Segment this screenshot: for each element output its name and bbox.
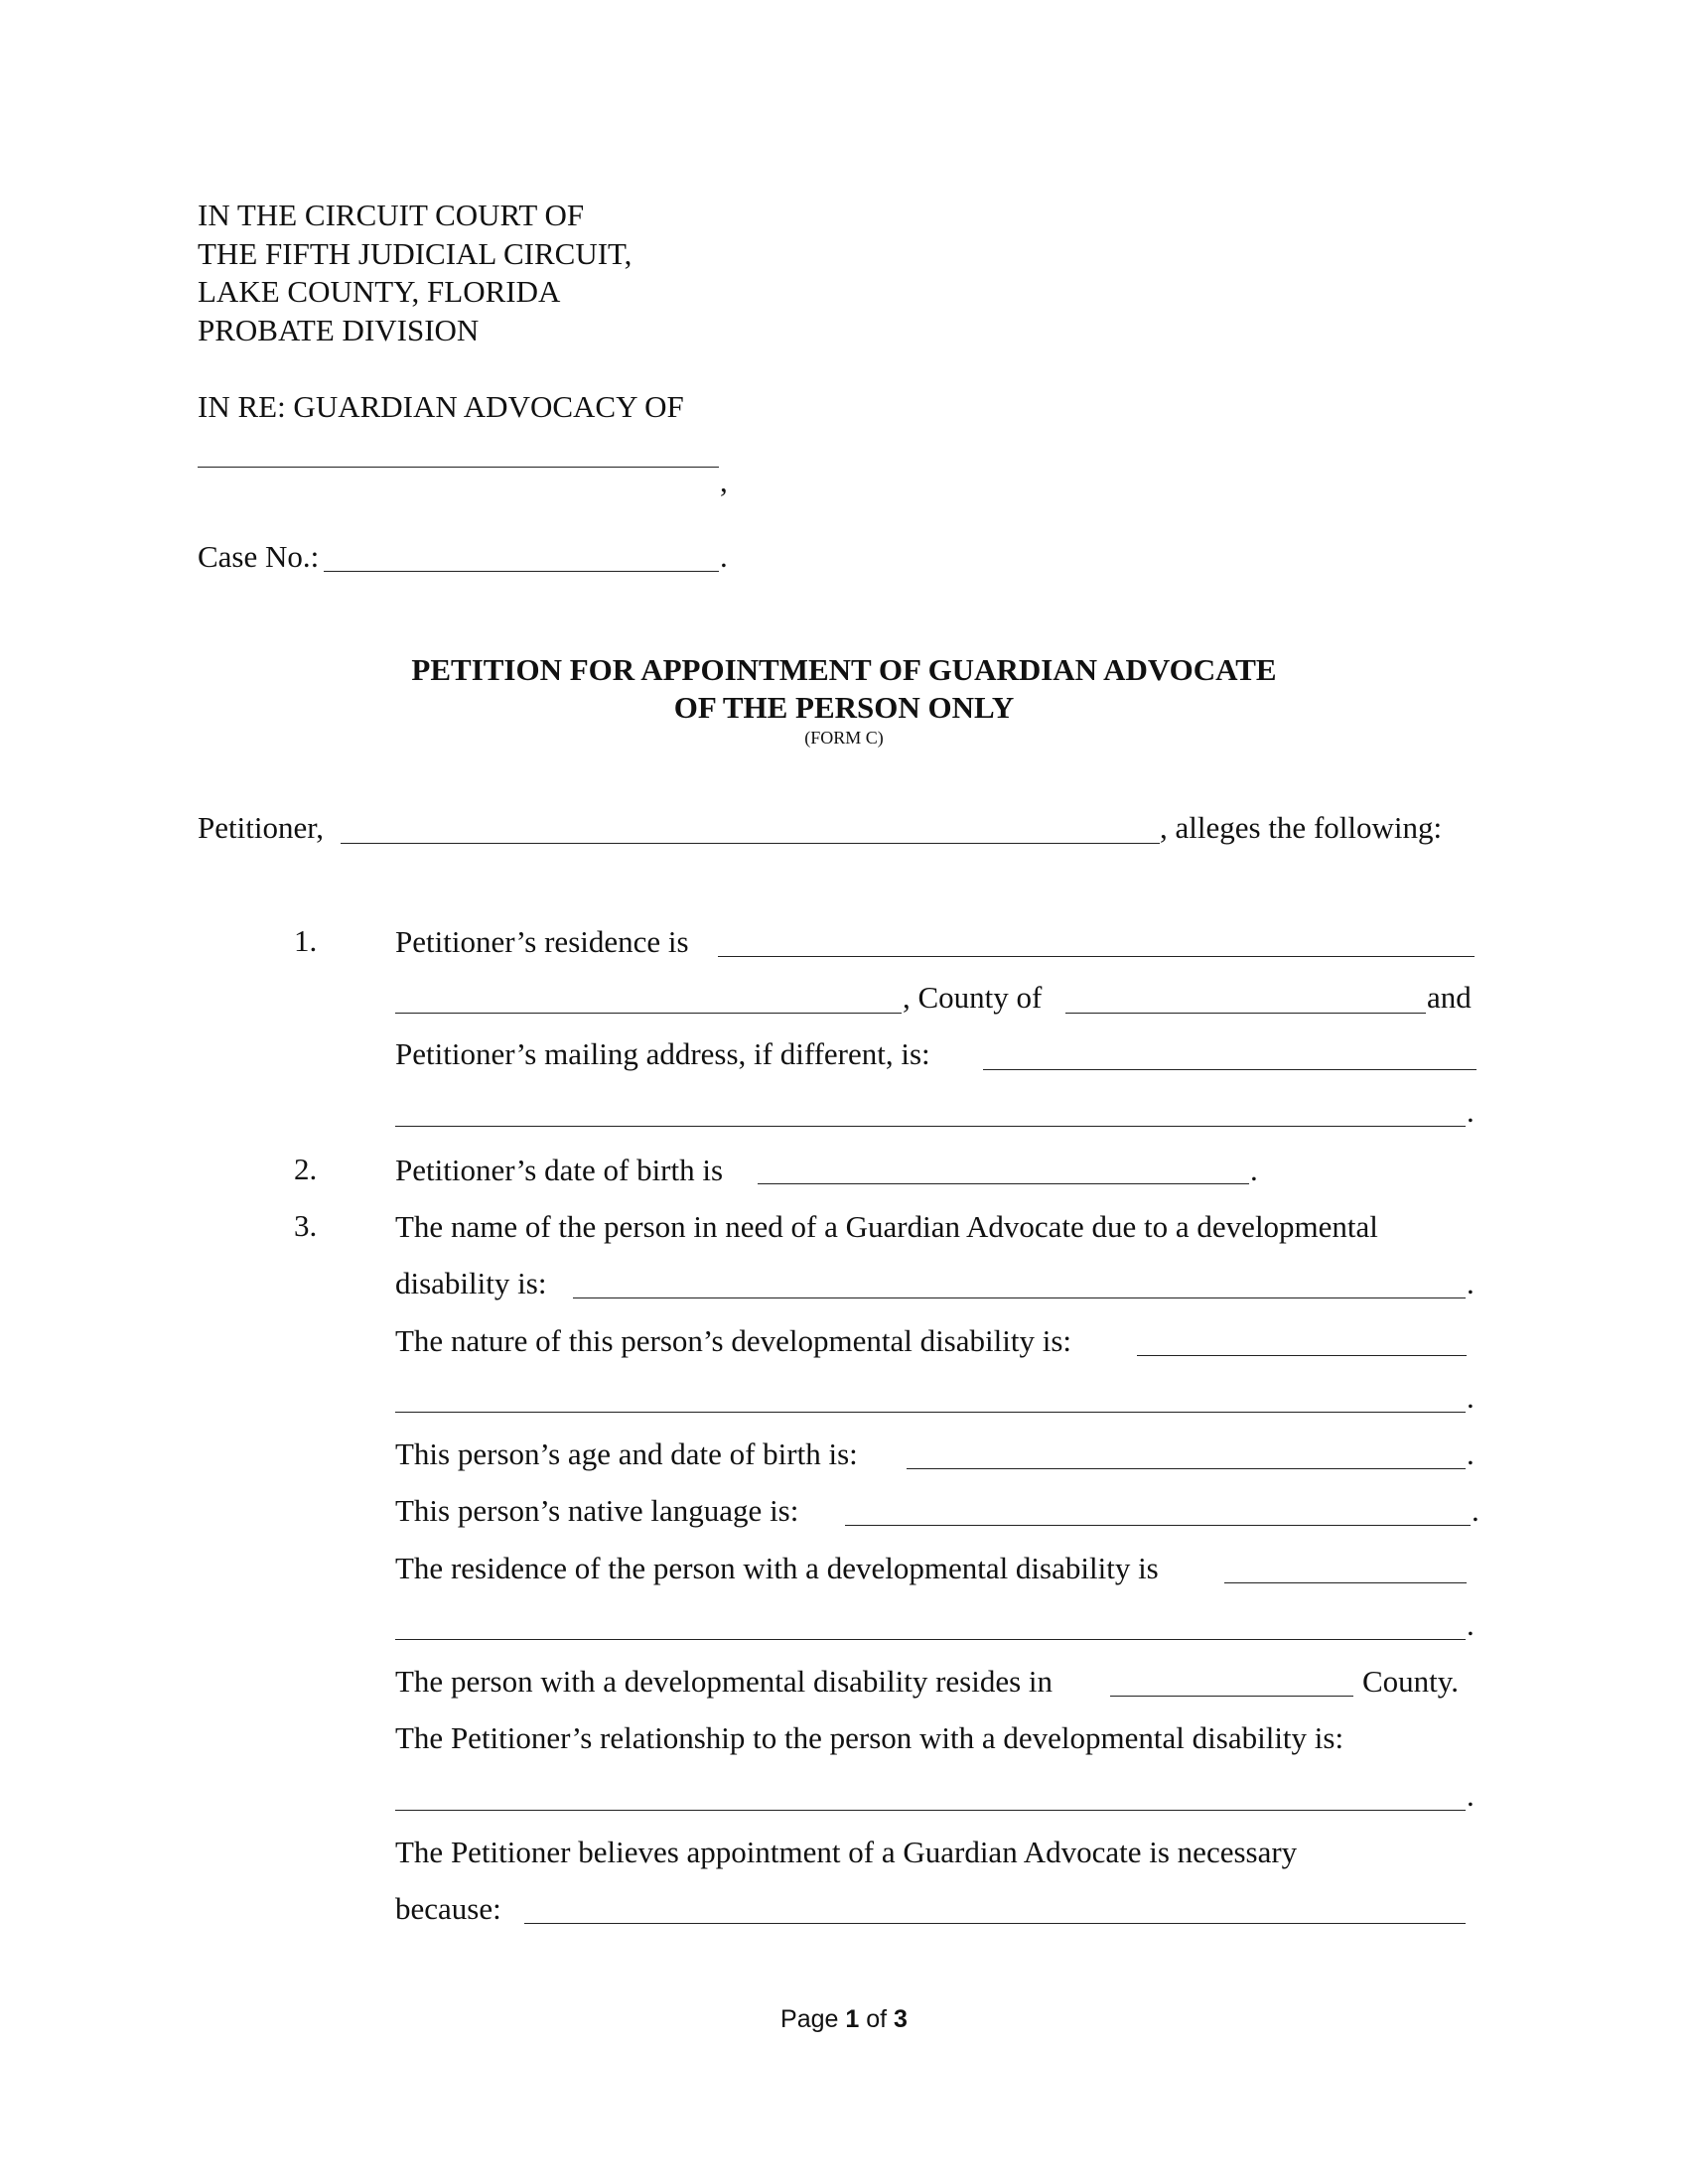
person-name-label-1: The name of the person in need of a Guardian Advocate due to a developmental <box>395 1209 1378 1244</box>
nature-label: The nature of this person’s developmental disability is: <box>395 1323 1072 1358</box>
relationship-field[interactable] <box>395 1810 1466 1811</box>
mailing-address-field-2[interactable] <box>395 1126 1466 1127</box>
relationship-label: The Petitioner’s relationship to the person with a developmental disability is: <box>395 1720 1344 1755</box>
person-residence-label: The residence of the person with a developmental disability is <box>395 1551 1159 1585</box>
person-residence-field[interactable] <box>1224 1582 1467 1583</box>
court-line-3: LAKE COUNTY, FLORIDA <box>198 274 561 309</box>
petitioner-name-field[interactable] <box>341 843 1160 844</box>
item-number-1: 1. <box>294 923 318 958</box>
county-word: County. <box>1362 1664 1460 1699</box>
of-word: of <box>866 2005 888 2033</box>
resides-county-field[interactable] <box>1110 1696 1353 1697</box>
residence-field[interactable] <box>718 956 1475 957</box>
resides-in-label: The person with a developmental disability resides in <box>395 1664 1054 1699</box>
court-line-4: PROBATE DIVISION <box>198 312 480 347</box>
because-field[interactable] <box>524 1923 1466 1924</box>
item-number-2: 2. <box>294 1152 318 1186</box>
court-line-2: THE FIFTH JUDICIAL CIRCUIT, <box>198 235 633 271</box>
residence-city-field[interactable] <box>395 1013 902 1014</box>
court-line-1: IN THE CIRCUIT COURT OF <box>198 198 585 232</box>
page-number: 1 <box>845 2005 860 2033</box>
nature-period: . <box>1467 1380 1475 1415</box>
person-name-label-2: disability is: <box>395 1266 547 1300</box>
mailing-address-field[interactable] <box>983 1069 1477 1070</box>
page-word: Page <box>780 2005 839 2033</box>
dob-label: Petitioner’s date of birth is <box>395 1153 724 1187</box>
ward-name-comma: , <box>720 464 728 498</box>
county-field[interactable] <box>1065 1013 1426 1014</box>
person-residence-field-2[interactable] <box>395 1639 1466 1640</box>
necessary-label: The Petitioner believes appointment of a Guardian Advocate is necessary <box>395 1835 1298 1869</box>
relationship-period: . <box>1467 1778 1475 1813</box>
item-number-3: 3. <box>294 1208 318 1243</box>
age-dob-field[interactable] <box>907 1468 1466 1469</box>
person-name-field[interactable] <box>573 1297 1466 1298</box>
because-label: because: <box>395 1891 501 1926</box>
dob-period: . <box>1250 1153 1258 1187</box>
residence-label: Petitioner’s residence is <box>395 924 689 959</box>
case-no-period: . <box>720 539 728 574</box>
in-re-heading: IN RE: GUARDIAN ADVOCACY OF <box>198 389 684 424</box>
page-total: 3 <box>894 2005 908 2033</box>
petitioner-alleges: , alleges the following: <box>1160 810 1443 845</box>
petition-title-line-2: OF THE PERSON ONLY <box>673 690 1015 725</box>
age-dob-label: This person’s age and date of birth is: <box>395 1436 858 1471</box>
language-field[interactable] <box>845 1525 1471 1526</box>
language-label: This person’s native language is: <box>395 1493 799 1528</box>
form-label: (FORM C) <box>804 728 884 748</box>
page-footer <box>0 2005 1688 2034</box>
mailing-period: . <box>1467 1094 1475 1129</box>
person-residence-period: . <box>1467 1607 1475 1642</box>
mailing-address-label: Petitioner’s mailing address, if different, is: <box>395 1036 930 1071</box>
dob-field[interactable] <box>758 1183 1249 1184</box>
petitioner-label: Petitioner, <box>198 810 325 845</box>
nature-field-2[interactable] <box>395 1412 1466 1413</box>
age-dob-period: . <box>1467 1436 1475 1471</box>
ward-name-field[interactable] <box>198 467 719 468</box>
court-header <box>198 197 632 349</box>
case-no-field[interactable] <box>324 571 719 572</box>
county-of-label: , County of <box>903 980 1043 1015</box>
nature-field[interactable] <box>1137 1355 1467 1356</box>
petition-title-line-1: PETITION FOR APPOINTMENT OF GUARDIAN ADVOCATE <box>411 652 1277 687</box>
language-period: . <box>1472 1493 1479 1528</box>
case-no-label: Case No.: <box>198 539 320 574</box>
person-name-period: . <box>1467 1266 1475 1300</box>
and-label: and <box>1427 980 1472 1015</box>
